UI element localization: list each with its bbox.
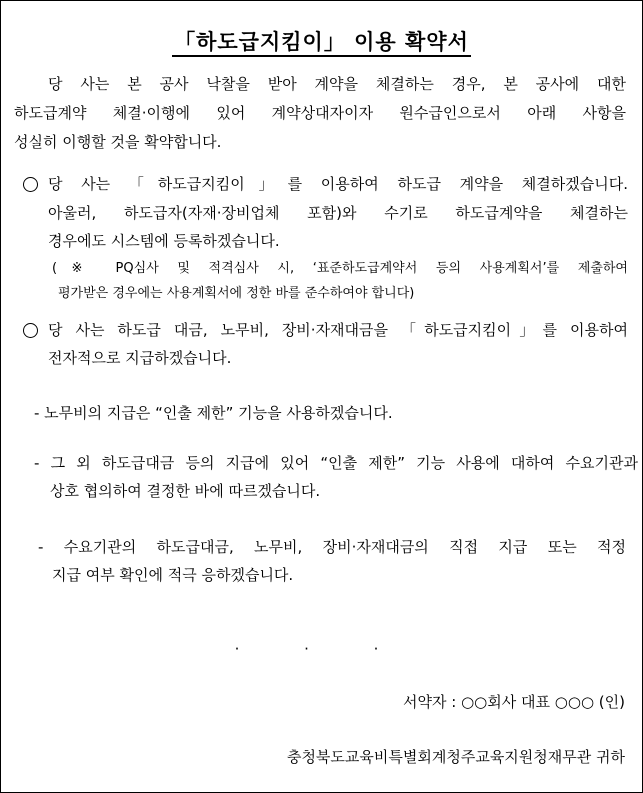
signature-line: 서약자 : ○○회사 대표 ○○○ (인) xyxy=(403,693,625,711)
item1-line-2: 아울러, 하도급자(자재·장비업체 포함)와 수기로 하도급계약을 체결하는 xyxy=(48,204,628,222)
note-line-2: 평가받은 경우에는 사용계획서에 정한 바를 준수하여야 합니다) xyxy=(58,286,415,301)
sub2-line-2: 상호 협의하여 결정한 바에 따르겠습니다. xyxy=(50,482,321,500)
intro-line-3: 성실히 이행할 것을 확약합니다. xyxy=(14,133,222,151)
bullet-circle-icon xyxy=(23,177,38,192)
sub3-line-2: 지급 여부 확인에 적극 응하겠습니다. xyxy=(52,566,294,584)
item2-line-2: 전자적으로 지급하겠습니다. xyxy=(48,349,232,367)
ellipsis-dots: · · · xyxy=(234,640,409,658)
intro-line-2: 하도급계약 체결·이행에 있어 계약상대자이자 원수급인으로서 아래 사항을 xyxy=(14,104,626,122)
item2-line-1: 당 사는 하도급 대금, 노무비, 장비·자재대금을 「하도급지킴이」를 이용하여 xyxy=(48,321,628,339)
note-line-1: (※ PQ심사 및 적격심사 시, ‘표준하도급계약서 등의 사용계획서’를 제출하여 xyxy=(52,261,628,276)
addressee-line: 충청북도교육비특별회계청주교육지원청재무관 귀하 xyxy=(286,748,625,766)
sub3-line-1: - 수요기관의 하도급대금, 노무비, 장비·자재대금의 직접 지급 또는 적정 xyxy=(38,538,626,556)
item1-line-1: 당 사는 「하도급지킴이」를 이용하여 하도급 계약을 체결하겠습니다. xyxy=(48,175,628,193)
sub1-line-1: - 노무비의 지급은 “인출 제한” 기능을 사용하겠습니다. xyxy=(34,404,393,422)
document-title: 「하도급지킴이」 이용 확약서 xyxy=(0,26,643,56)
sub2-line-1: - 그 외 하도급대금 등의 지급에 있어 “인출 제한” 기능 사용에 대하여 수요기관과 xyxy=(34,454,638,472)
bullet-circle-icon xyxy=(23,323,38,338)
item1-line-3: 경우에도 시스템에 등록하겠습니다. xyxy=(48,232,280,250)
intro-line-1: 당 사는 본 공사 낙찰을 받아 계약을 체결하는 경우, 본 공사에 대한 xyxy=(48,75,626,93)
